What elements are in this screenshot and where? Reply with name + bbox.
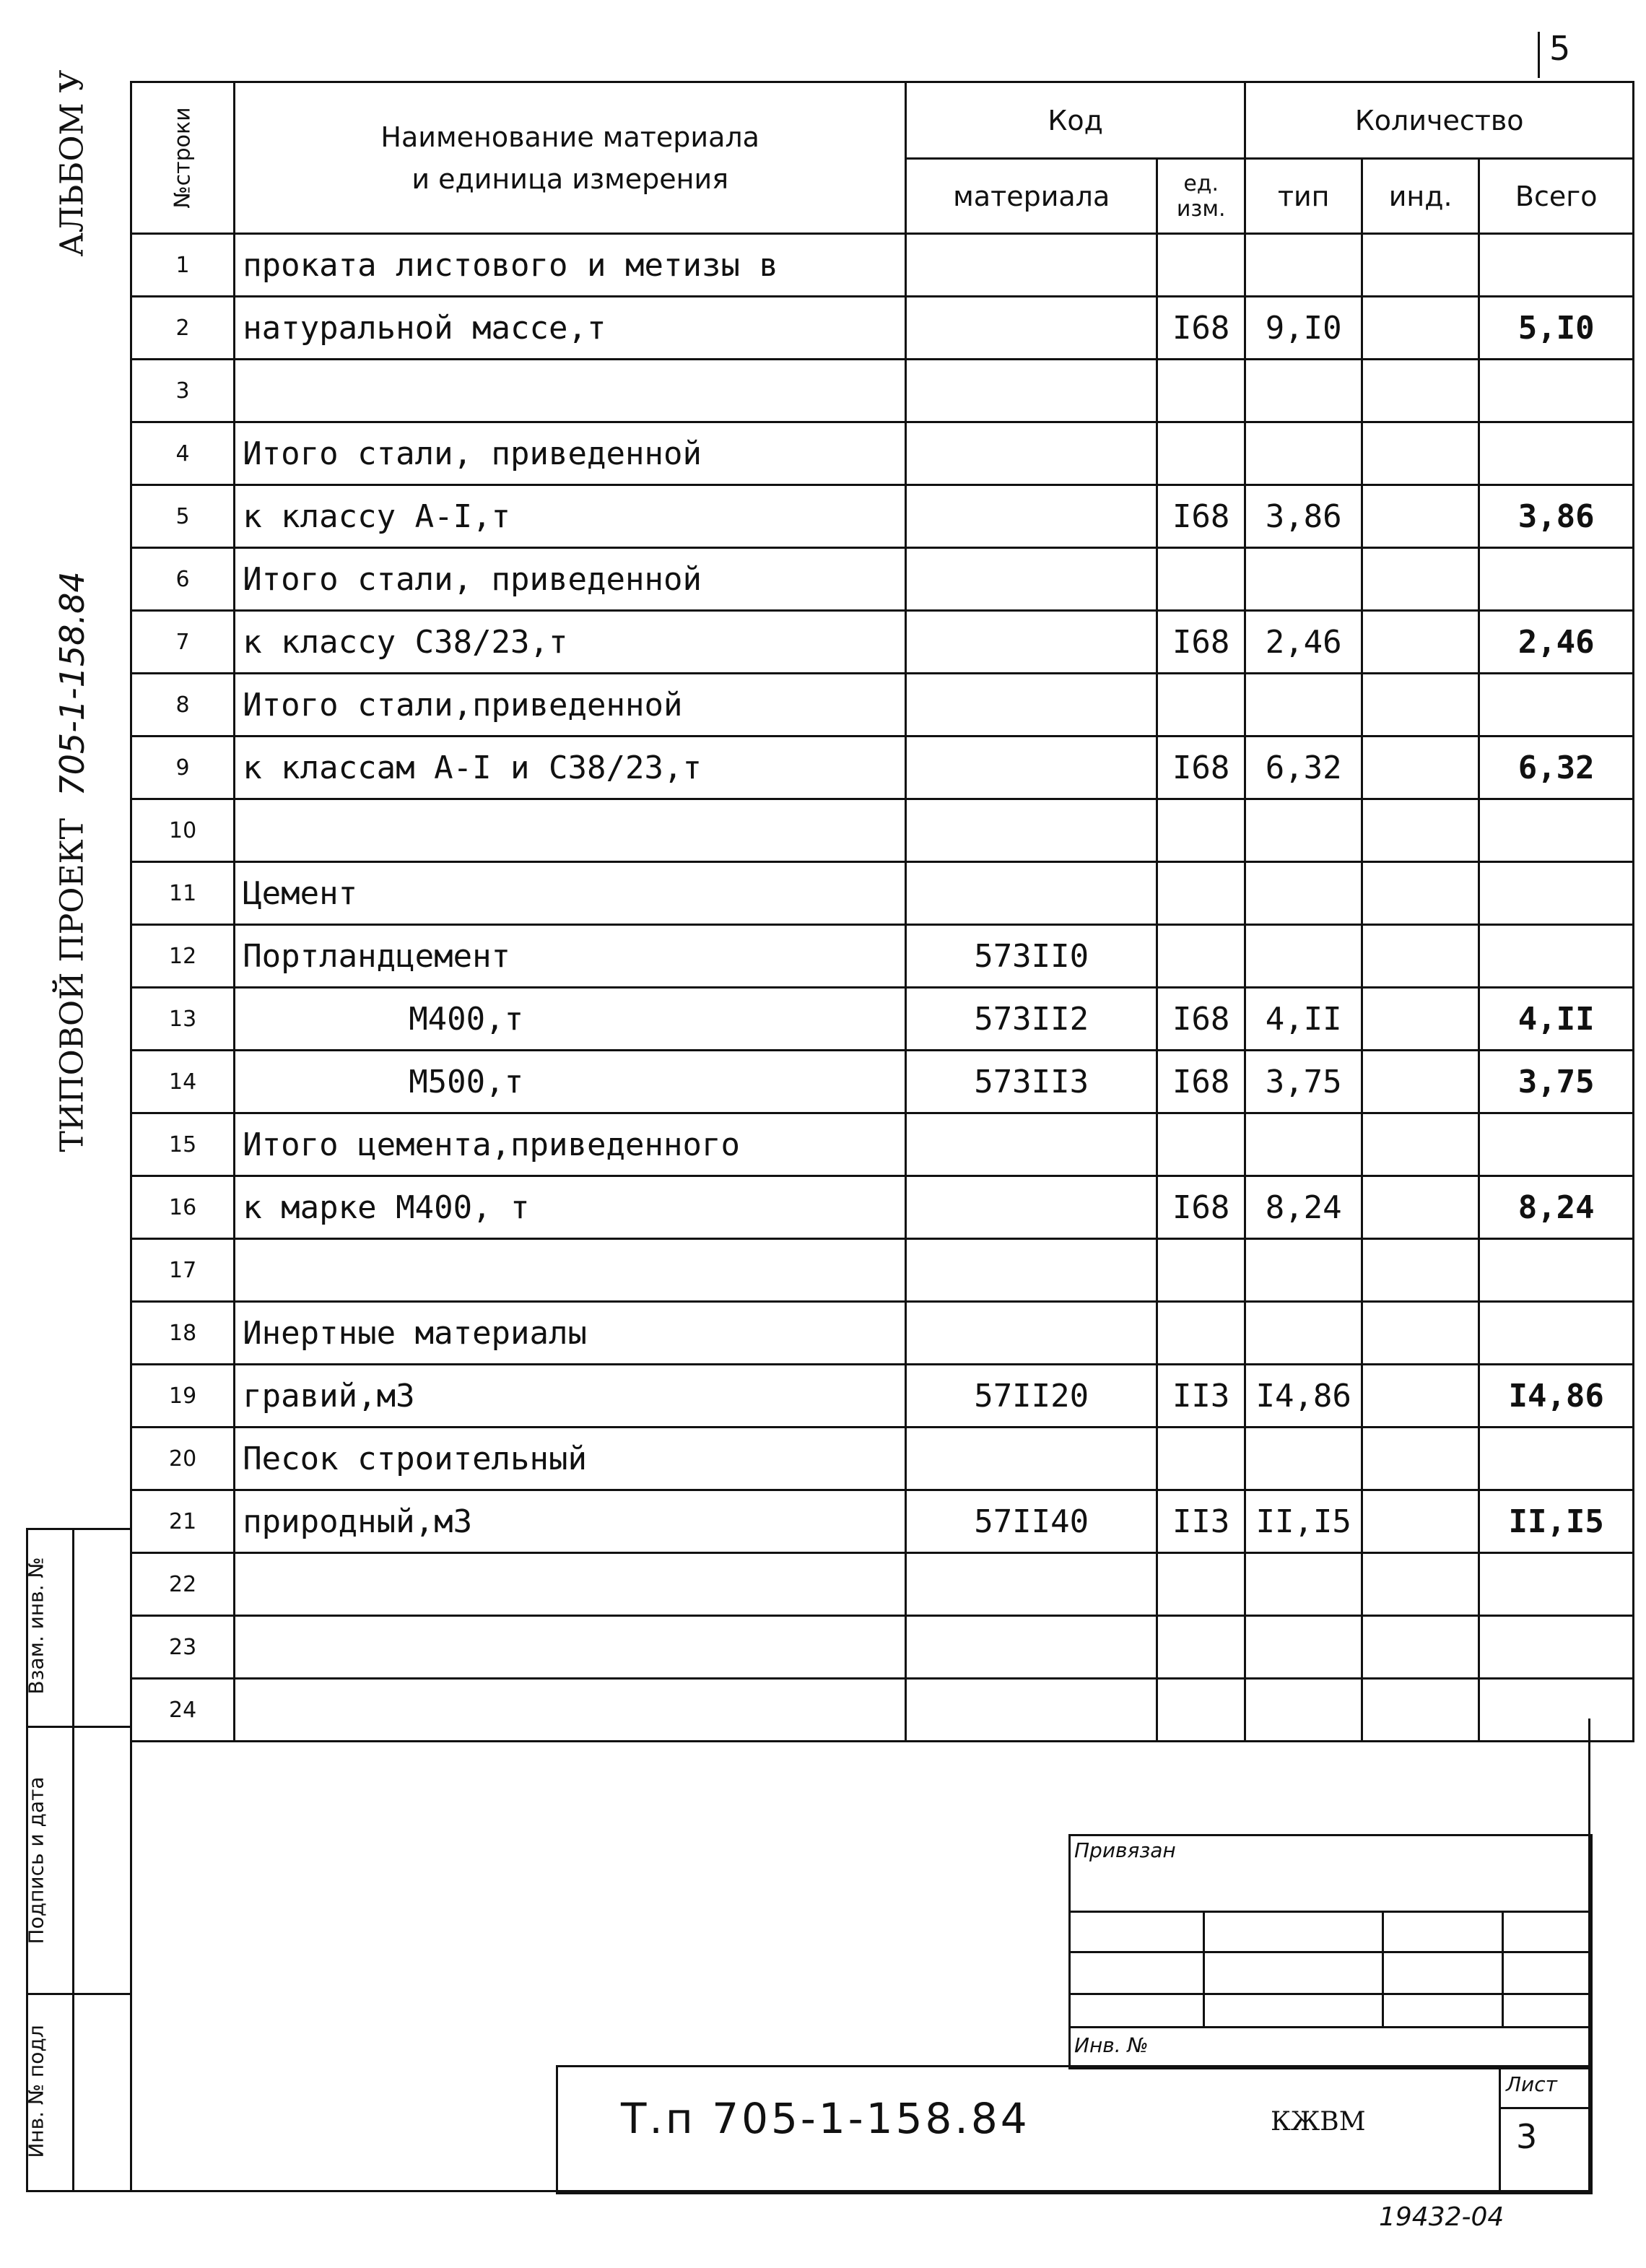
qty-ind — [1362, 1679, 1479, 1742]
material-name: М400,т — [235, 988, 906, 1051]
qty-type: 2,46 — [1245, 611, 1362, 674]
qty-ind — [1362, 1239, 1479, 1302]
title-block-sheet-divider — [1499, 2065, 1501, 2190]
qty-total: 3,75 — [1479, 1051, 1634, 1113]
row-number: 20 — [131, 1428, 235, 1490]
page-number: 5 — [1549, 29, 1571, 68]
table-row — [131, 862, 1634, 925]
qty-total — [1479, 862, 1634, 925]
header-qty-total: Всего — [1479, 159, 1634, 234]
row-number: 17 — [131, 1239, 235, 1302]
unit-code — [1157, 1239, 1245, 1302]
table-row — [131, 1679, 1634, 1742]
qty-total — [1479, 360, 1634, 422]
qty-type — [1245, 1679, 1362, 1742]
material-code — [906, 799, 1157, 862]
material-code: 573II0 — [906, 925, 1157, 988]
material-code — [906, 611, 1157, 674]
material-code: 57II20 — [906, 1365, 1157, 1428]
material-name: к классу A-I,т — [235, 485, 906, 548]
unit-code — [1157, 925, 1245, 988]
row-number: 6 — [131, 548, 235, 611]
sheet-number: 3 — [1516, 2117, 1538, 2156]
privyazan-col-1 — [1203, 1911, 1205, 2026]
material-name: Итого стали,приведенной — [235, 674, 906, 737]
qty-ind — [1362, 1176, 1479, 1239]
qty-total: 6,32 — [1479, 737, 1634, 799]
material-code — [906, 1679, 1157, 1742]
table-row — [131, 422, 1634, 485]
material-name: М500,т — [235, 1051, 906, 1113]
unit-code — [1157, 422, 1245, 485]
qty-ind — [1362, 234, 1479, 297]
qty-total — [1479, 234, 1634, 297]
unit-code — [1157, 1302, 1245, 1365]
qty-ind — [1362, 737, 1479, 799]
qty-ind — [1362, 1553, 1479, 1616]
material-code — [906, 548, 1157, 611]
unit-code: I68 — [1157, 1176, 1245, 1239]
material-code — [906, 1302, 1157, 1365]
qty-ind — [1362, 1302, 1479, 1365]
row-number: 21 — [131, 1490, 235, 1553]
unit-code: I68 — [1157, 1051, 1245, 1113]
material-name — [235, 360, 906, 422]
vzam-inv-label: Взам. инв. № — [24, 1557, 48, 1695]
row-number: 9 — [131, 737, 235, 799]
qty-type: II,I5 — [1245, 1490, 1362, 1553]
qty-type: 8,24 — [1245, 1176, 1362, 1239]
row-number: 22 — [131, 1553, 235, 1616]
row-number: 14 — [131, 1051, 235, 1113]
qty-total — [1479, 925, 1634, 988]
material-name: к марке М400, т — [235, 1176, 906, 1239]
qty-type — [1245, 925, 1362, 988]
qty-type — [1245, 1239, 1362, 1302]
header-qty-type: тип — [1245, 159, 1362, 234]
material-code — [906, 297, 1157, 360]
qty-ind — [1362, 1616, 1479, 1679]
unit-code: I68 — [1157, 988, 1245, 1051]
row-number: 16 — [131, 1176, 235, 1239]
qty-type — [1245, 1616, 1362, 1679]
qty-type — [1245, 1302, 1362, 1365]
material-code — [906, 674, 1157, 737]
material-code — [906, 1113, 1157, 1176]
unit-code: I68 — [1157, 611, 1245, 674]
binding-strip-bottom — [26, 2190, 130, 2192]
qty-type: 6,32 — [1245, 737, 1362, 799]
qty-ind — [1362, 1365, 1479, 1428]
sheet-label: Лист — [1506, 2072, 1557, 2096]
qty-type — [1245, 1428, 1362, 1490]
qty-ind — [1362, 674, 1479, 737]
row-number: 5 — [131, 485, 235, 548]
row-number: 12 — [131, 925, 235, 988]
privyazan-col-2 — [1382, 1911, 1384, 2026]
material-name — [235, 799, 906, 862]
qty-ind — [1362, 485, 1479, 548]
row-number: 18 — [131, 1302, 235, 1365]
qty-ind — [1362, 611, 1479, 674]
qty-type — [1245, 234, 1362, 297]
project-type-label: ТИПОВОЙ ПРОЕКТ — [53, 818, 91, 1152]
unit-code — [1157, 234, 1245, 297]
material-code — [906, 360, 1157, 422]
material-code — [906, 737, 1157, 799]
qty-total — [1479, 1302, 1634, 1365]
qty-total — [1479, 1553, 1634, 1616]
table-row — [131, 1553, 1634, 1616]
material-code — [906, 1616, 1157, 1679]
qty-total — [1479, 422, 1634, 485]
material-name: гравий,м3 — [235, 1365, 906, 1428]
material-code — [906, 1176, 1157, 1239]
qty-type: 9,I0 — [1245, 297, 1362, 360]
qty-type: 3,75 — [1245, 1051, 1362, 1113]
row-number: 15 — [131, 1113, 235, 1176]
table-row — [131, 485, 1634, 548]
document-mark: КЖВМ — [1271, 2107, 1366, 2137]
unit-code — [1157, 862, 1245, 925]
qty-type — [1245, 799, 1362, 862]
qty-ind — [1362, 925, 1479, 988]
material-name: Итого стали, приведенной — [235, 548, 906, 611]
qty-ind — [1362, 297, 1479, 360]
header-qty-group: Количество — [1245, 82, 1634, 159]
privyazan-line-4 — [1068, 2026, 1590, 2028]
unit-code — [1157, 1553, 1245, 1616]
unit-code — [1157, 799, 1245, 862]
table-row — [131, 674, 1634, 737]
header-row-number: №строки — [131, 82, 235, 234]
header-code-material: материала — [906, 159, 1157, 234]
row-number: 11 — [131, 862, 235, 925]
unit-code — [1157, 1113, 1245, 1176]
qty-type: 4,II — [1245, 988, 1362, 1051]
qty-type — [1245, 1553, 1362, 1616]
row-number: 19 — [131, 1365, 235, 1428]
table-row — [131, 799, 1634, 862]
material-code — [906, 234, 1157, 297]
row-number: 23 — [131, 1616, 235, 1679]
material-name — [235, 1553, 906, 1616]
qty-total — [1479, 1428, 1634, 1490]
unit-code: I68 — [1157, 737, 1245, 799]
material-name: Портландцемент — [235, 925, 906, 988]
binding-strip-sep2 — [26, 1993, 130, 1995]
archive-number: 19432-04 — [1379, 2202, 1505, 2232]
qty-total: 8,24 — [1479, 1176, 1634, 1239]
binding-strip-top — [26, 1528, 130, 1530]
material-name: к классу С38/23,т — [235, 611, 906, 674]
row-number: 8 — [131, 674, 235, 737]
qty-total: II,I5 — [1479, 1490, 1634, 1553]
qty-ind — [1362, 1428, 1479, 1490]
unit-code — [1157, 1679, 1245, 1742]
header-qty-ind: инд. — [1362, 159, 1479, 234]
qty-total: 5,I0 — [1479, 297, 1634, 360]
material-name: к классам A-I и С38/23,т — [235, 737, 906, 799]
table-row — [131, 1176, 1634, 1239]
material-code: 573II2 — [906, 988, 1157, 1051]
material-name: Итого цемента,приведенного — [235, 1113, 906, 1176]
material-name: Итого стали, приведенной — [235, 422, 906, 485]
header-name: Наименование материала и единица измерения — [235, 82, 906, 234]
table-row — [131, 1239, 1634, 1302]
material-name: натуральной массе,т — [235, 297, 906, 360]
unit-code — [1157, 1428, 1245, 1490]
material-code — [906, 1239, 1157, 1302]
qty-total: I4,86 — [1479, 1365, 1634, 1428]
unit-code — [1157, 1616, 1245, 1679]
qty-type — [1245, 1113, 1362, 1176]
qty-type — [1245, 422, 1362, 485]
document-code: Т.п 705-1-158.84 — [621, 2094, 1030, 2143]
qty-total — [1479, 674, 1634, 737]
table-row — [131, 737, 1634, 799]
table-row — [131, 925, 1634, 988]
qty-type — [1245, 360, 1362, 422]
project-number: 705-1-158.84 — [53, 571, 92, 796]
material-name — [235, 1239, 906, 1302]
inv-no-label: Инв. № — [1074, 2033, 1149, 2057]
table-row — [131, 1365, 1634, 1428]
materials-table — [130, 81, 1634, 1742]
privyazan-label: Привязан — [1074, 1838, 1176, 1862]
unit-code — [1157, 360, 1245, 422]
unit-code: I68 — [1157, 297, 1245, 360]
qty-total: 2,46 — [1479, 611, 1634, 674]
material-name — [235, 1616, 906, 1679]
material-name: природный,м3 — [235, 1490, 906, 1553]
qty-ind — [1362, 548, 1479, 611]
material-code — [906, 1428, 1157, 1490]
qty-ind — [1362, 1490, 1479, 1553]
table-row — [131, 1428, 1634, 1490]
table-row — [131, 360, 1634, 422]
title-block-sheet-line — [1499, 2107, 1588, 2109]
table-row — [131, 988, 1634, 1051]
row-number: 1 — [131, 234, 235, 297]
qty-ind — [1362, 422, 1479, 485]
bottom-frame-left — [130, 1719, 132, 2192]
table-row — [131, 1490, 1634, 1553]
qty-ind — [1362, 799, 1479, 862]
privyazan-line-1 — [1068, 1911, 1590, 1913]
binding-strip-sep1 — [26, 1726, 130, 1728]
table-row — [131, 234, 1634, 297]
privyazan-line-3 — [1068, 1993, 1590, 1995]
row-number: 24 — [131, 1679, 235, 1742]
qty-type — [1245, 674, 1362, 737]
table-row — [131, 1616, 1634, 1679]
podpis-data-label: Подпись и дата — [24, 1776, 48, 1945]
material-code: 573II3 — [906, 1051, 1157, 1113]
table-row — [131, 1302, 1634, 1365]
unit-code — [1157, 548, 1245, 611]
material-code — [906, 422, 1157, 485]
material-name: проката листового и метизы в — [235, 234, 906, 297]
page-number-divider — [1538, 32, 1540, 78]
qty-total — [1479, 1239, 1634, 1302]
material-code — [906, 1553, 1157, 1616]
qty-ind — [1362, 1051, 1479, 1113]
unit-code: I68 — [1157, 485, 1245, 548]
material-name: Песок строительный — [235, 1428, 906, 1490]
table-row — [131, 1113, 1634, 1176]
unit-code: II3 — [1157, 1365, 1245, 1428]
qty-total — [1479, 1113, 1634, 1176]
qty-type: 3,86 — [1245, 485, 1362, 548]
table-row — [131, 548, 1634, 611]
table-row — [131, 297, 1634, 360]
unit-code — [1157, 674, 1245, 737]
qty-type — [1245, 862, 1362, 925]
table-row — [131, 611, 1634, 674]
header-code-group: Код — [906, 82, 1245, 159]
material-name: Цемент — [235, 862, 906, 925]
row-number: 10 — [131, 799, 235, 862]
qty-total — [1479, 548, 1634, 611]
unit-code: II3 — [1157, 1490, 1245, 1553]
material-code — [906, 862, 1157, 925]
qty-total: 4,II — [1479, 988, 1634, 1051]
material-code — [906, 485, 1157, 548]
privyazan-col-3 — [1502, 1911, 1504, 2026]
table-row — [131, 1051, 1634, 1113]
header-code-unit: ед. изм. — [1157, 159, 1245, 234]
qty-type: I4,86 — [1245, 1365, 1362, 1428]
material-code: 57II40 — [906, 1490, 1157, 1553]
material-name — [235, 1679, 906, 1742]
qty-ind — [1362, 988, 1479, 1051]
table-body — [131, 234, 1634, 1742]
qty-total: 3,86 — [1479, 485, 1634, 548]
inv-podl-label: Инв. № подл — [24, 2025, 48, 2158]
qty-total — [1479, 1616, 1634, 1679]
binding-strip-mid — [72, 1528, 74, 2192]
material-name: Инертные материалы — [235, 1302, 906, 1365]
qty-total — [1479, 1679, 1634, 1742]
row-number: 13 — [131, 988, 235, 1051]
row-number: 4 — [131, 422, 235, 485]
row-number: 7 — [131, 611, 235, 674]
qty-ind — [1362, 862, 1479, 925]
row-number: 3 — [131, 360, 235, 422]
qty-ind — [1362, 1113, 1479, 1176]
row-number: 2 — [131, 297, 235, 360]
qty-total — [1479, 799, 1634, 862]
qty-ind — [1362, 360, 1479, 422]
album-label: АЛЬБОМ У — [53, 69, 91, 257]
qty-type — [1245, 548, 1362, 611]
privyazan-line-2 — [1068, 1951, 1590, 1953]
